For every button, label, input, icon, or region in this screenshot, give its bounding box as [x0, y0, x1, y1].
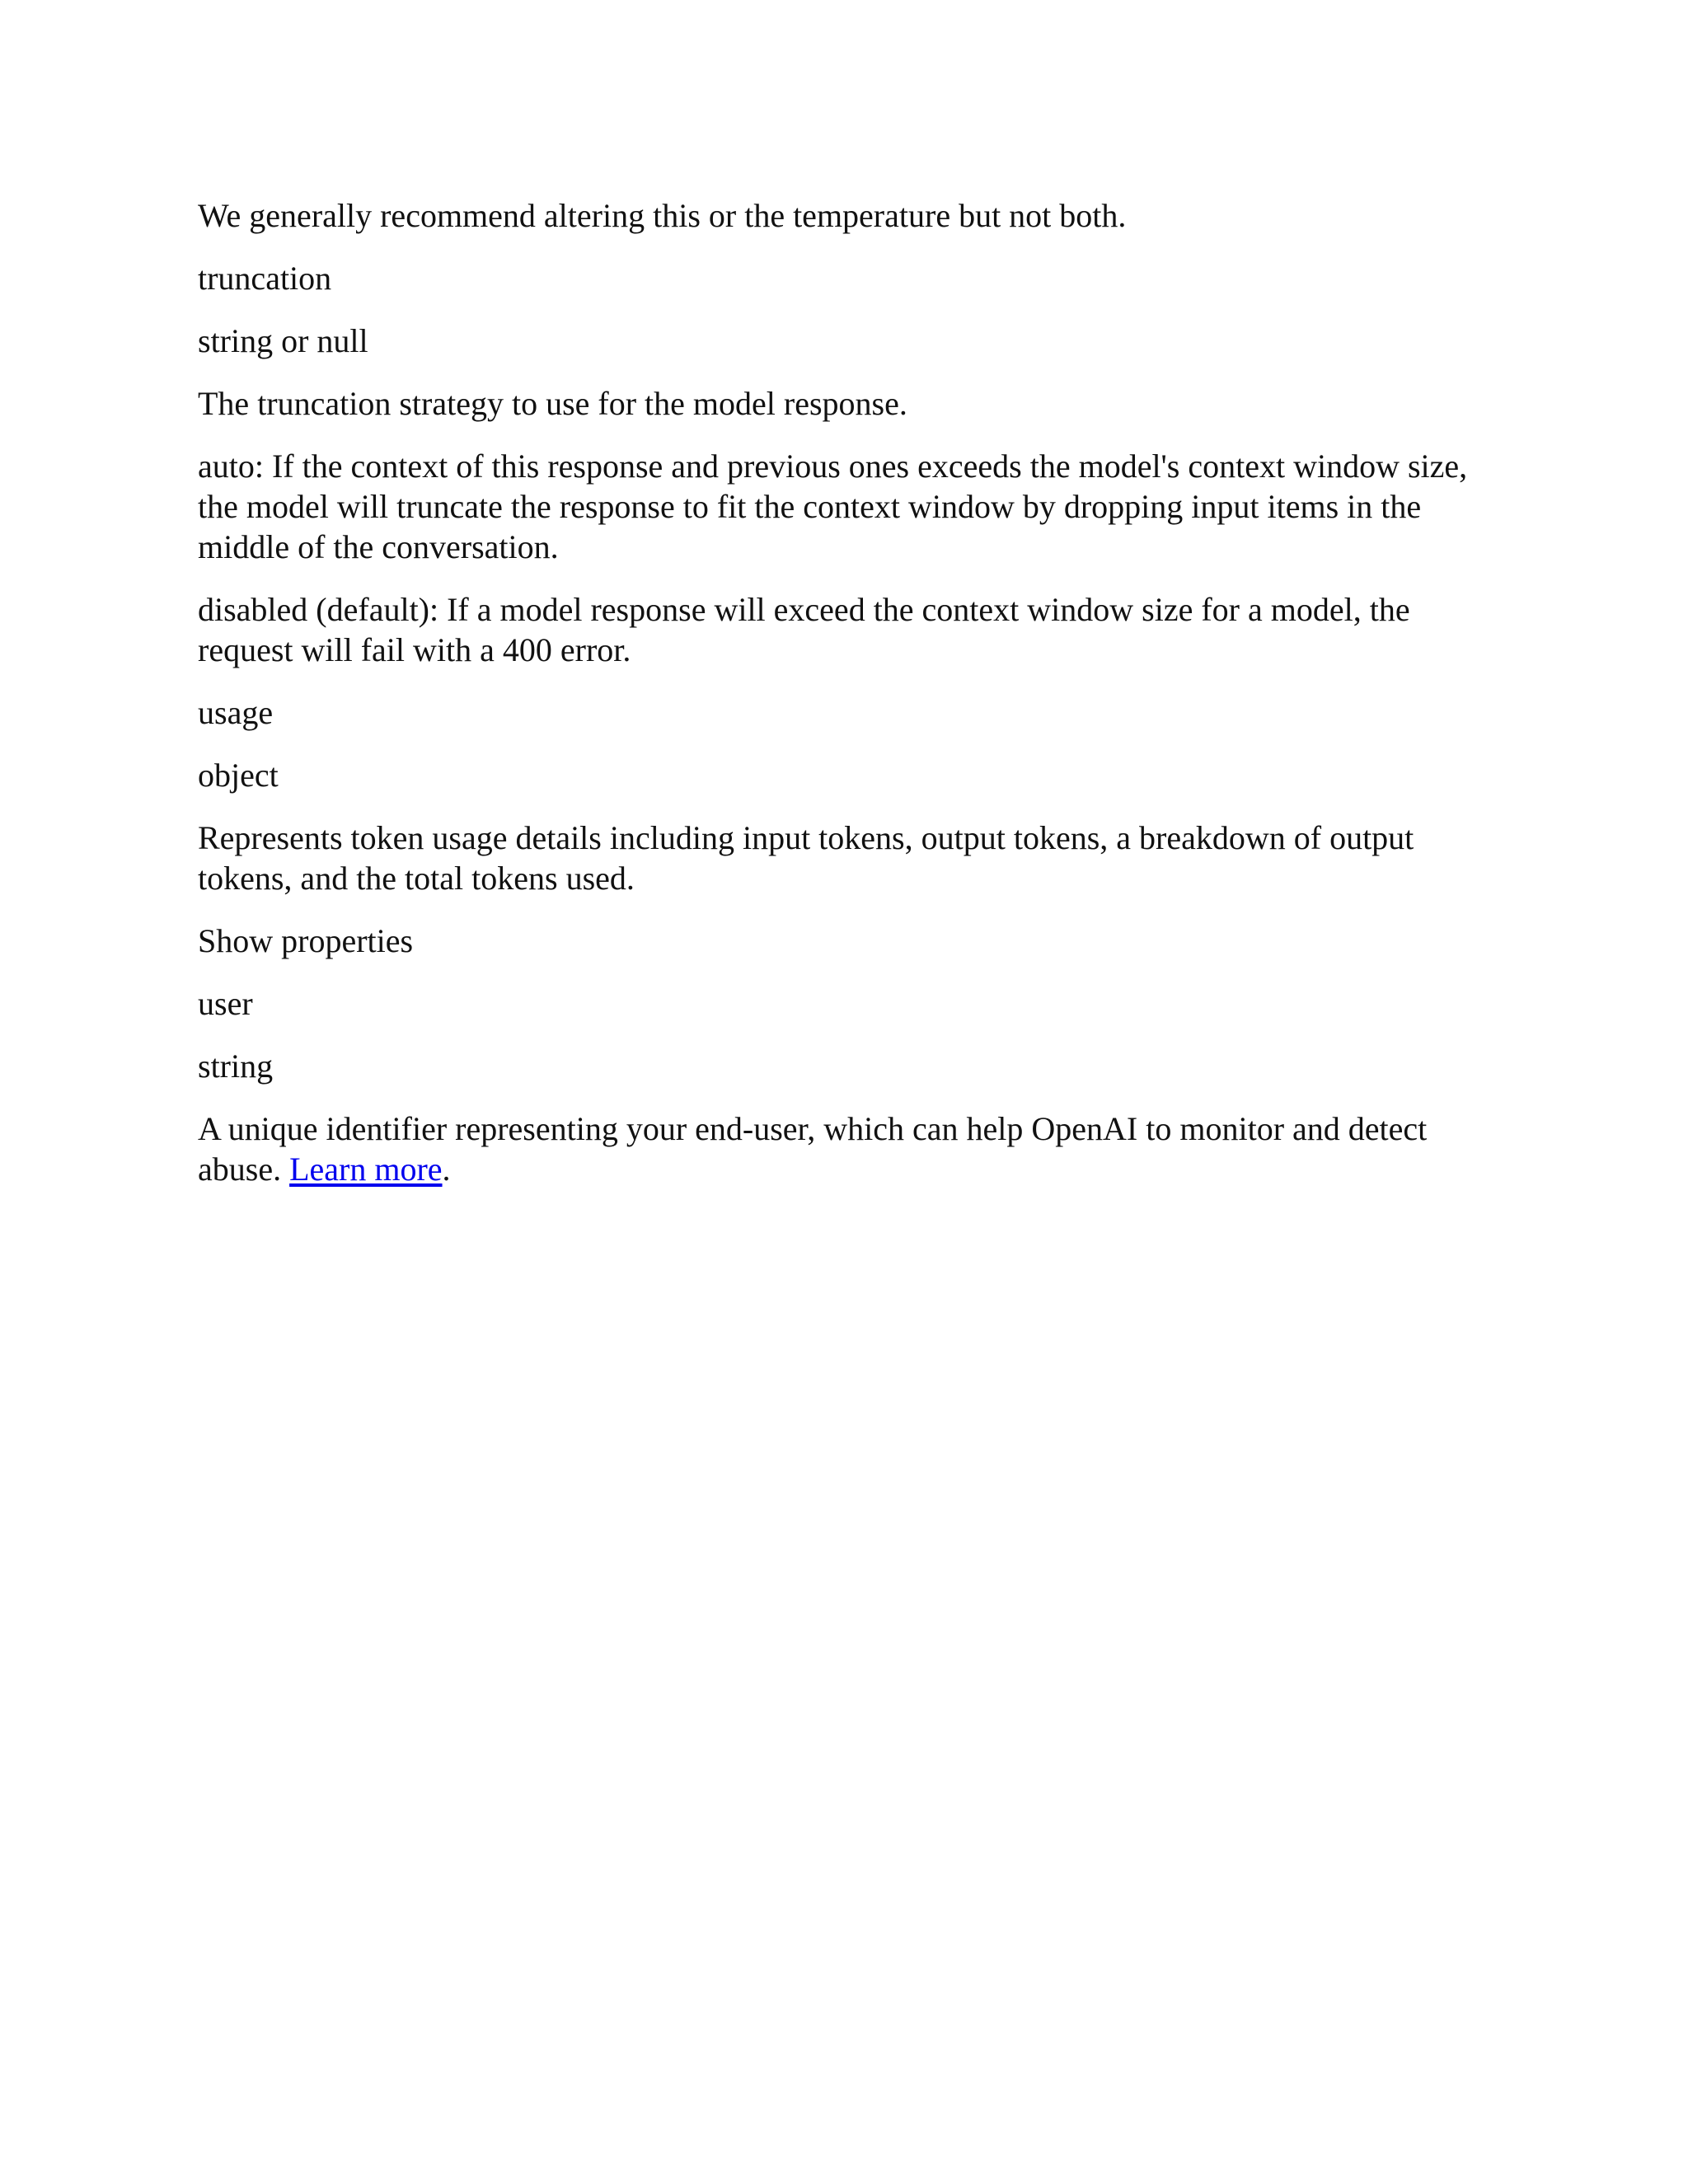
- user-description-text: A unique identifier representing your end-user, which can help OpenAI to monitor and detect abuse.: [198, 1110, 1428, 1188]
- param-name-truncation: truncation: [198, 260, 332, 297]
- param-type-user: string: [198, 1047, 274, 1085]
- top-note: We generally recommend altering this or the temperature but not both.: [198, 197, 1127, 234]
- learn-more-link[interactable]: Learn more: [289, 1151, 443, 1188]
- truncation-option-disabled: disabled (default): If a model response will exceed the context window size for a model, the request will fail with a 400 error.: [198, 591, 1410, 668]
- param-description-user: [198, 1108, 1492, 1189]
- param-type-truncation: string or null: [198, 322, 368, 359]
- param-name-user: user: [198, 985, 253, 1022]
- param-type-usage: object: [198, 757, 279, 794]
- param-description-usage: Represents token usage details including input tokens, output tokens, a breakdown of output tokens, and the total tokens used.: [198, 819, 1414, 897]
- param-description-truncation: The truncation strategy to use for the model response.: [198, 385, 907, 422]
- param-name-usage: usage: [198, 694, 274, 731]
- truncation-option-auto: auto: If the context of this response and previous ones exceeds the model's context window size, the model will truncate the response to fit the context window by dropping input items in the middle of the conversation.: [198, 448, 1468, 565]
- document-content: [198, 195, 1492, 1212]
- user-description-period: .: [442, 1151, 451, 1188]
- show-properties-toggle[interactable]: Show properties: [198, 922, 414, 959]
